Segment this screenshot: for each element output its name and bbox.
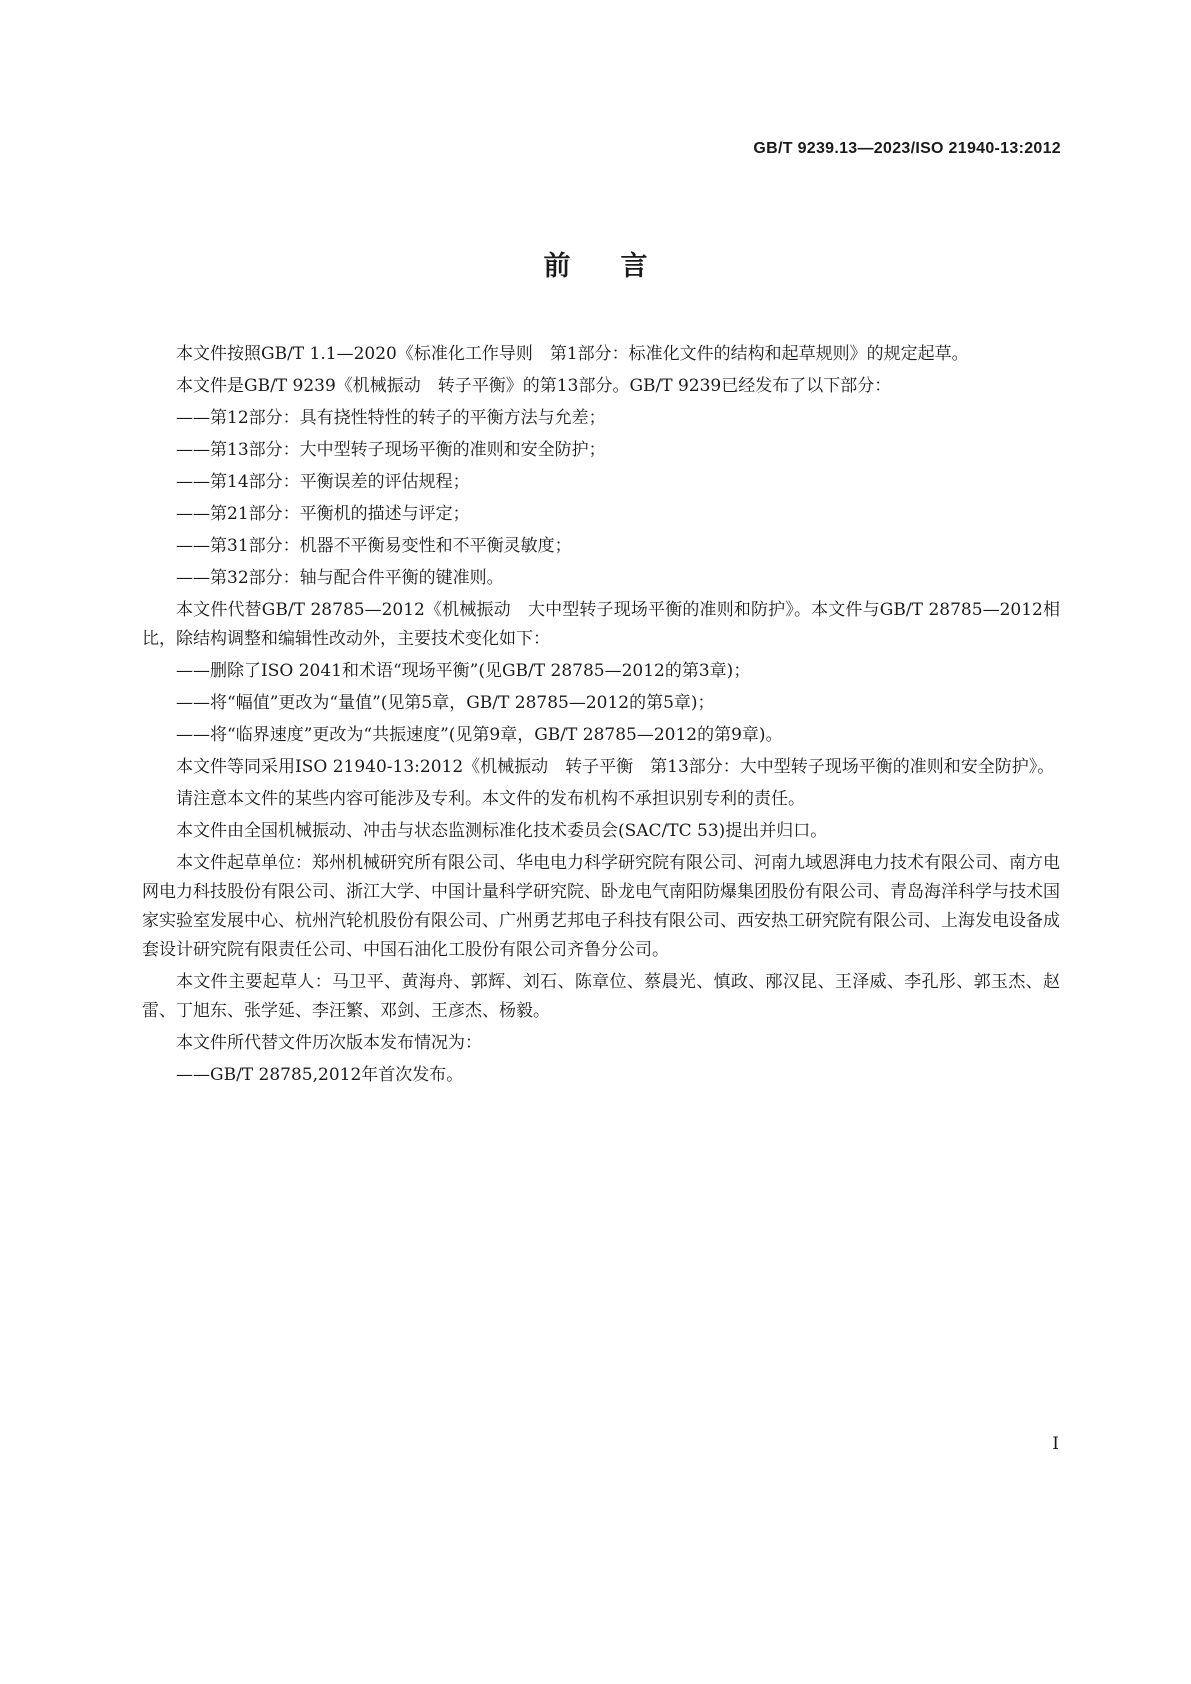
foreword-body	[142, 340, 1060, 1093]
list-item: ——将“临界速度”更改为“共振速度”(见第9章，GB/T 28785—2012的第9章)。	[176, 725, 783, 745]
list-item: ——第13部分：大中型转子现场平衡的准则和安全防护；	[176, 440, 606, 460]
list-item: ——第14部分：平衡误差的评估规程；	[176, 472, 470, 492]
list-item: ——第21部分：平衡机的描述与评定；	[176, 504, 470, 524]
list-item: ——删除了ISO 2041和术语“现场平衡”(见GB/T 28785—2012的第3章)；	[176, 661, 751, 681]
paragraph: 本文件所代替文件历次版本发布情况为：	[176, 1033, 482, 1053]
list-item: ——GB/T 28785,2012年首次发布。	[176, 1065, 464, 1085]
page-number: I	[1052, 1434, 1059, 1454]
list-item: ——第31部分：机器不平衡易变性和不平衡灵敏度；	[176, 536, 572, 556]
standard-code: GB/T 9239.13—2023/ISO 21940-13:2012	[753, 140, 1061, 157]
paragraph: 本文件由全国机械振动、冲击与状态监测标准化技术委员会(SAC/TC 53)提出并归口。	[176, 821, 828, 841]
paragraph: 本文件起草单位：郑州机械研究所有限公司、华电电力科学研究院有限公司、河南九域恩湃电力技术有限公司、南方电网电力科技股份有限公司、浙江大学、中国计量科学研究院、卧龙电气南阳防爆集团股份有限公司、青岛海洋科学与技术国家实验室发展中心、杭州汽轮机股份有限公司、广州勇艺邦电子科技有限公司、西安热工研究院有限公司、上海发电设备成套设计研究院有限责任公司、中国石油化工股份有限公司齐鲁分公司。	[142, 853, 1060, 960]
list-item: ——第32部分：轴与配合件平衡的键准则。	[176, 568, 504, 588]
paragraph: 本文件主要起草人：马卫平、黄海舟、郭辉、刘石、陈章位、蔡晨光、慎政、邴汉昆、王泽威、李孔彤、郭玉杰、赵雷、丁旭东、张学延、李汪繁、邓剑、王彦杰、杨毅。	[142, 972, 1060, 1021]
list-item: ——第12部分：具有挠性特性的转子的平衡方法与允差；	[176, 408, 606, 428]
list-item: ——将“幅值”更改为“量值”(见第5章，GB/T 28785—2012的第5章)；	[176, 693, 715, 713]
paragraph: 本文件代替GB/T 28785—2012《机械振动 大中型转子现场平衡的准则和防护》。本文件与GB/T 28785—2012相比，除结构调整和编辑性改动外，主要技术变化如下：	[142, 600, 1060, 649]
paragraph: 本文件等同采用ISO 21940-13:2012《机械振动 转子平衡 第13部分：大中型转子现场平衡的准则和安全防护》。	[176, 757, 1055, 777]
page-title: 前言	[543, 251, 698, 282]
paragraph: 本文件是GB/T 9239《机械振动 转子平衡》的第13部分。GB/T 9239已经发布了以下部分：	[176, 376, 892, 396]
paragraph: 本文件按照GB/T 1.1—2020《标准化工作导则 第1部分：标准化文件的结构和起草规则》的规定起草。	[176, 344, 969, 364]
paragraph: 请注意本文件的某些内容可能涉及专利。本文件的发布机构不承担识别专利的责任。	[176, 789, 805, 809]
